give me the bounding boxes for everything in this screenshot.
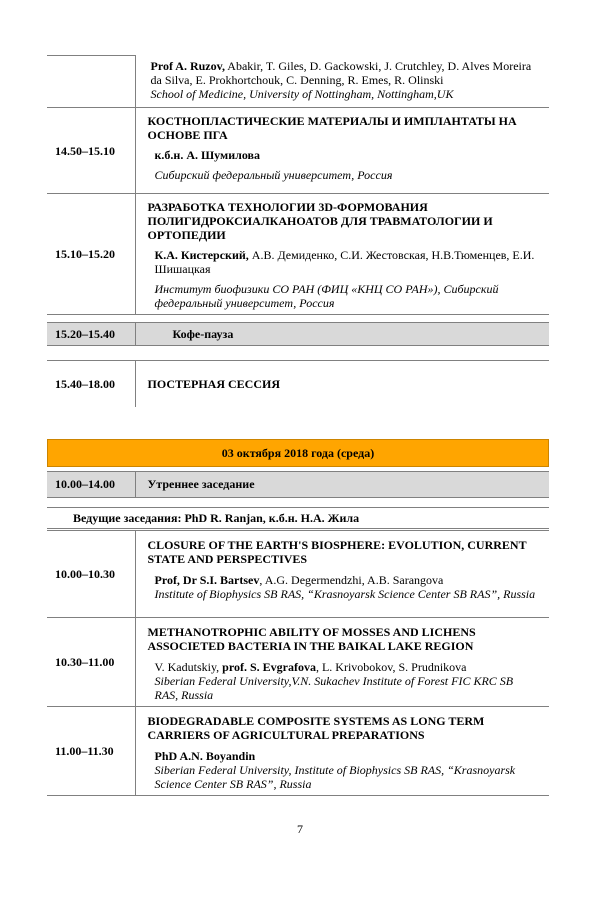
- session-affiliation: Сибирский федеральный университет, Россия: [154, 168, 393, 182]
- program-page: [47, 55, 549, 796]
- session-row: [47, 530, 549, 617]
- session-title: КОСТНОПЛАСТИЧЕСКИЕ МАТЕРИАЛЫ И ИМПЛАНТАТЫ НА ОСНОВЕ ПГА: [147, 114, 517, 142]
- coffee-break-row: [47, 322, 549, 346]
- time-cell: 15.10–15.20: [47, 194, 135, 315]
- session-affiliation: Siberian Federal University, Institute of Biophysics SB RAS, “Krasnoyarsk Science Center SB RAS”, Russia: [154, 762, 516, 791]
- session-title: BIODEGRADABLE COMPOSITE SYSTEMS AS LONG TERM CARRIERS OF AGRICULTURAL PREPARATIONS: [147, 713, 485, 742]
- coauthors: Abakir, T. Giles, D. Gackowski, J. Crutchley, D. Alves Moreira da Silva, E. Prokhortchouk, C. Denning, R. Emes, R. Olinski: [150, 58, 532, 87]
- session-authors: [151, 59, 540, 87]
- session-title: РАЗРАБОТКА ТЕХНОЛОГИИ 3D-ФОРМОВАНИЯ ПОЛИГИДРОКСИАЛКАНОАТОВ ДЛЯ ТРАВМАТОЛОГИИ И ОРТОПЕДИИ: [147, 200, 493, 242]
- session-title: METHANOTROPHIC ABILITY OF MOSSES AND LICHENS ASSOCIETED BACTERIA IN THE BAIKAL LAKE REGION: [147, 624, 476, 653]
- morning-session-label: Утреннее заседание: [135, 471, 549, 497]
- session-authors: [155, 749, 540, 763]
- morning-session-banner: [47, 471, 549, 498]
- session-row: [47, 108, 549, 194]
- session-row: [47, 617, 549, 706]
- lead-author: PhD A.N. Boyandin: [154, 748, 256, 763]
- session-authors: [155, 573, 540, 587]
- session-content: [135, 617, 549, 706]
- time-cell: 10.00–10.30: [47, 530, 135, 617]
- session-content: [135, 530, 549, 617]
- session-authors: [155, 248, 540, 276]
- session-content: [135, 194, 549, 315]
- time-cell: 14.50–15.10: [47, 108, 135, 194]
- lead-author: К.А. Кистерский,: [154, 248, 249, 262]
- lead-author: Prof, Dr S.I. Bartsev: [154, 572, 260, 587]
- session-row: [47, 706, 549, 795]
- time-cell: 10.00–14.00: [47, 471, 135, 497]
- session-authors: [155, 660, 540, 674]
- session-affiliation: Institute of Biophysics SB RAS, “Krasnoyarsk Science Center SB RAS”, Russia: [154, 586, 536, 601]
- time-cell: 15.20–15.40: [47, 323, 135, 346]
- lead-author: к.б.н. А. Шумилова: [154, 148, 261, 162]
- session-authors: [155, 148, 540, 162]
- page-number: 7: [297, 821, 303, 836]
- time-cell-empty: [47, 56, 135, 108]
- session-affiliation: Siberian Federal University,V.N. Sukachev Institute of Forest FIC KRC SB RAS, Russia: [154, 673, 514, 702]
- morning-schedule-table: [47, 530, 549, 796]
- coauthors: , A.G. Degermendzhi, A.B. Sarangova: [259, 572, 444, 587]
- coauthors-pre: V. Kadutskiy,: [154, 659, 223, 674]
- session-title: CLOSURE OF THE EARTH'S BIOSPHERE: EVOLUTION, CURRENT STATE AND PERSPECTIVES: [147, 537, 527, 566]
- afternoon-schedule-table: [47, 55, 549, 315]
- time-cell: 11.00–11.30: [47, 706, 135, 795]
- coauthors: А.В. Демиденко, С.И. Жестовская, Н.В.Тюменцев, Е.И. Шишацкая: [154, 248, 535, 276]
- time-cell: 15.40–18.00: [47, 361, 135, 407]
- chairs-row: Ведущие заседания: PhD R. Ranjan, к.б.н. Н.А. Жила: [47, 507, 549, 529]
- poster-session-row: [47, 360, 549, 407]
- session-affiliation: Институт биофизики СО РАН (ФИЦ «КНЦ СО РАН»), Сибирский федеральный университет, Россия: [154, 282, 499, 310]
- lead-author: prof. S. Evgrafova: [222, 659, 316, 674]
- session-row-continued: [47, 56, 549, 108]
- coffee-break-label: Кофе-пауза: [135, 323, 549, 346]
- session-content: [135, 706, 549, 795]
- day-header-banner: 03 октября 2018 года (среда): [47, 439, 549, 467]
- lead-author: Prof A. Ruzov,: [150, 58, 225, 73]
- session-row: [47, 194, 549, 315]
- session-content: [135, 56, 549, 108]
- session-content: [135, 108, 549, 194]
- session-affiliation: School of Medicine, University of Nottingham, Nottingham,UK: [150, 86, 454, 101]
- coauthors: , L. Krivobokov, S. Prudnikova: [315, 659, 467, 674]
- time-cell: 10.30–11.00: [47, 617, 135, 706]
- poster-session-label: ПОСТЕРНАЯ СЕССИЯ: [135, 361, 549, 407]
